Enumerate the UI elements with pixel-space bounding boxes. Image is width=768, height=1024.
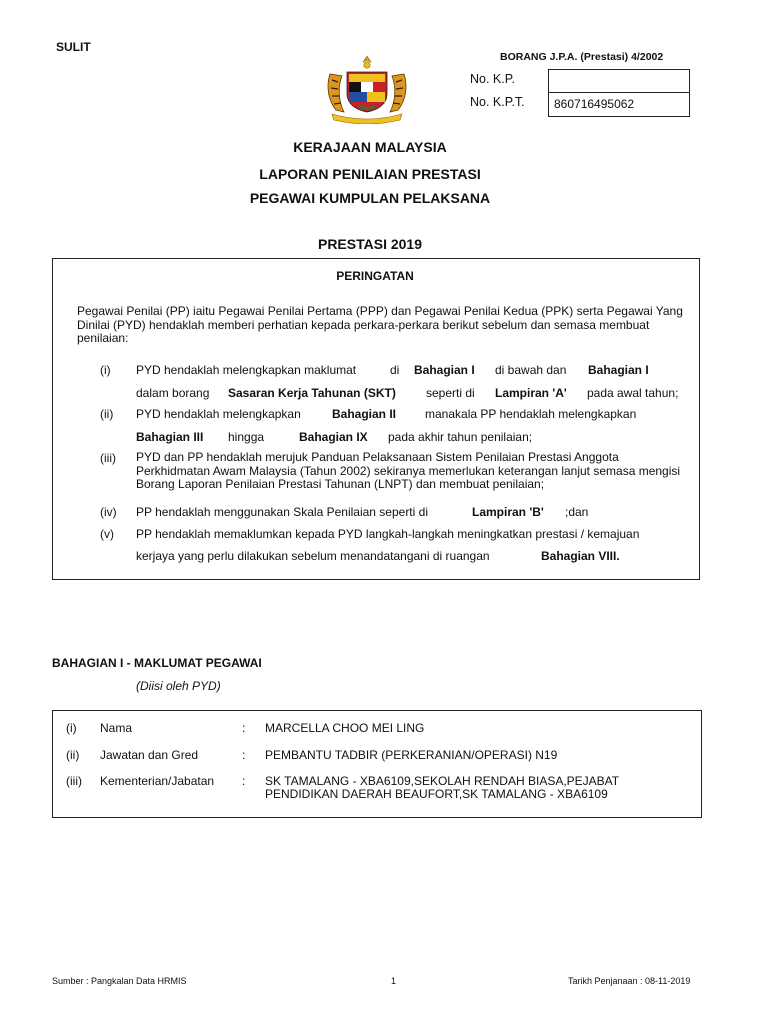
item-paragraph: PYD dan PP hendaklah merujuk Panduan Pelaksanaan Sistem Penilaian Prestasi Anggota Perkhidmatan Awam Malaysia (Tahun 2002) sekiranya memerlukan keterangan lanjut semasa mengisi Borang Laporan Penilaian Prestasi Tahunan (LNPT) dan membuat penilaian; <box>136 450 681 491</box>
item-bold-text: Bahagian II <box>332 407 397 421</box>
item-bold-text: Lampiran 'B' <box>472 505 544 519</box>
item-text: PYD hendaklah melengkapkan maklumat <box>136 363 357 377</box>
item-number: (ii) <box>100 407 114 421</box>
item-number: (iii) <box>100 451 116 465</box>
title-government: KERAJAAN MALAYSIA <box>293 139 447 155</box>
item-number: (i) <box>100 363 111 377</box>
info-row-label: Nama <box>100 721 133 735</box>
info-row-label: Kementerian/Jabatan <box>100 774 215 788</box>
item-text: PP hendaklah memaklumkan kepada PYD langkah-langkah meningkatkan prestasi / kemajuan <box>136 527 640 541</box>
item-text: PP hendaklah menggunakan Skala Penilaian seperti di <box>136 505 428 519</box>
kp-value-field[interactable] <box>549 70 689 92</box>
item-bold-text: Bahagian I <box>414 363 475 377</box>
item-text: seperti di <box>426 386 475 400</box>
name-value: MARCELLA CHOO MEI LING <box>265 721 425 735</box>
item-text: manakala PP hendaklah melengkapkan <box>425 407 637 421</box>
item-number: (iv) <box>100 505 117 519</box>
item-text: pada awal tahun; <box>587 386 679 400</box>
item-text: kerjaya yang perlu dilakukan sebelum menandatangani di ruangan <box>136 549 490 563</box>
item-text: di bawah dan <box>495 363 567 377</box>
footer-source: Sumber : Pangkalan Data HRMIS <box>52 976 187 986</box>
info-row-number: (i) <box>66 721 77 735</box>
kpt-value-field[interactable]: 860716495062 <box>549 92 689 116</box>
title-report: LAPORAN PENILAIAN PRESTASI <box>259 166 481 182</box>
ministry-value: SK TAMALANG - XBA6109,SEKOLAH RENDAH BIASA,PEJABAT PENDIDIKAN DAERAH BEAUFORT,SK TAMALANG - XBA6109 <box>265 774 619 801</box>
item-text: di <box>390 363 400 377</box>
form-code: BORANG J.P.A. (Prestasi) 4/2002 <box>500 51 664 63</box>
footer-date: Tarikh Penjanaan : 08-11-2019 <box>568 976 691 986</box>
classification-label: SULIT <box>56 40 91 54</box>
kp-label: No. K.P. <box>470 72 515 86</box>
id-number-box <box>548 69 690 117</box>
info-row-label: Jawatan dan Gred <box>100 748 199 762</box>
page-number: 1 <box>391 976 397 986</box>
info-row-colon: : <box>242 774 246 788</box>
item-text: ;dan <box>565 505 589 519</box>
item-text: pada akhir tahun penilaian; <box>388 430 533 444</box>
kpt-label: No. K.P.T. <box>470 95 525 109</box>
warning-intro: Pegawai Penilai (PP) iaitu Pegawai Penilai Pertama (PPP) dan Pegawai Penilai Kedua (PPK) serta Pegawai Yang Dinilai (PYD) hendaklah memberi perhatian kepada perkara-perkara berikut sebelum dan semasa membuat penilaian: <box>77 304 683 345</box>
info-row-colon: : <box>242 721 246 735</box>
info-row-colon: : <box>242 748 246 762</box>
item-text: dalam borang <box>136 386 210 400</box>
title-group: PEGAWAI KUMPULAN PELAKSANA <box>249 190 491 206</box>
item-bold-text: Bahagian I <box>588 363 649 377</box>
info-row-number: (ii) <box>66 748 80 762</box>
item-bold-text: Bahagian IX <box>299 430 368 444</box>
coat-of-arms-icon <box>322 54 412 124</box>
item-bold-text: Bahagian VIII. <box>541 549 620 563</box>
item-bold-text: Bahagian III <box>136 430 204 444</box>
title-year: PRESTASI 2019 <box>317 236 422 252</box>
item-text: PYD hendaklah melengkapkan <box>136 407 301 421</box>
item-number: (v) <box>100 527 114 541</box>
item-bold-text: Sasaran Kerja Tahunan (SKT) <box>228 386 396 400</box>
section-heading: BAHAGIAN I - MAKLUMAT PEGAWAI <box>52 656 262 670</box>
info-row-number: (iii) <box>66 774 82 788</box>
item-text: hingga <box>228 430 265 444</box>
warning-title: PERINGATAN <box>336 269 414 283</box>
section-subheading: (Diisi oleh PYD) <box>136 679 221 693</box>
position-value: PEMBANTU TADBIR (PERKERANIAN/OPERASI) N19 <box>265 748 558 762</box>
item-bold-text: Lampiran 'A' <box>495 386 567 400</box>
